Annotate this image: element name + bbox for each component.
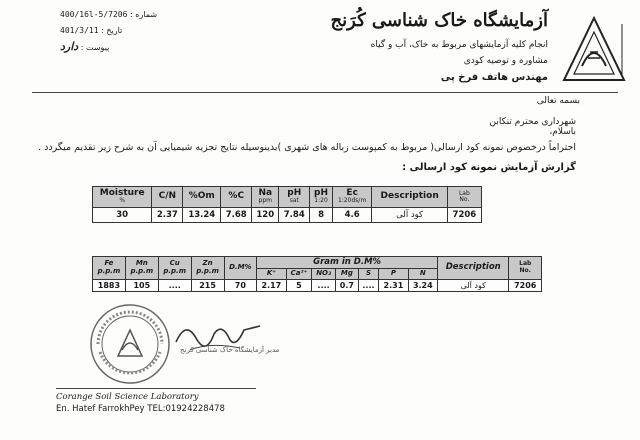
cell-c: 7.68 xyxy=(221,207,252,222)
lab-consulting: مشاوره و توصیه کودی xyxy=(463,56,548,66)
cell-dm: 70 xyxy=(224,280,257,292)
header-dm: D.M% xyxy=(224,257,257,280)
cell-zn: 215 xyxy=(191,280,224,292)
header-p: P xyxy=(379,269,408,280)
cell-ec: 4.6 xyxy=(332,207,372,222)
recipient: شهرداری محترم تنکابن xyxy=(489,117,576,127)
letter-date: تاریخ : 401/3/11 xyxy=(60,26,123,35)
lab-services: انجام کلیه آزمایشهای مربوط به خاک، آب و گیاه xyxy=(370,40,548,50)
cell-description: کود آلی xyxy=(438,280,509,292)
header-mg: Mg xyxy=(335,269,358,280)
cell-fe: 1883 xyxy=(93,280,126,292)
report-title: گزارش آزمایش نمونه کود ارسالی : xyxy=(402,162,576,173)
header-zn: Zn p.p.m xyxy=(191,257,224,280)
header-fe: Fe p.p.m xyxy=(93,257,126,280)
cell-cn: 2.37 xyxy=(152,207,183,222)
cell-na: 120 xyxy=(252,207,279,222)
header-ph-120: pH 1:20 xyxy=(310,187,333,208)
header-description: Description xyxy=(438,257,509,280)
cell-k: 2.17 xyxy=(257,280,286,292)
bismillah: بسمه تعالی xyxy=(536,96,580,106)
header-no3: NO₃ xyxy=(312,269,336,280)
header-n: N xyxy=(408,269,437,280)
lab-logo-icon xyxy=(560,14,630,84)
header-s: S xyxy=(358,269,378,280)
header-ca: Ca²⁺ xyxy=(286,269,312,280)
letter-attachment: پیوست : دارد xyxy=(60,40,110,53)
header-na: Na ppm xyxy=(252,187,279,208)
cell-p: 2.31 xyxy=(379,280,408,292)
cell-mn: 105 xyxy=(125,280,158,292)
lab-title: آزمایشگاه خاک شناسی کُرَنج xyxy=(330,10,548,31)
letter-number: شماره : 400/16l-5/7206 xyxy=(60,10,158,19)
header-ph-sat: pH sat xyxy=(279,187,310,208)
header-om: %Om xyxy=(183,187,221,208)
signature-icon xyxy=(170,312,270,362)
header-mn: Mn p.p.m xyxy=(125,257,158,280)
cell-s: .... xyxy=(358,280,378,292)
compost-analysis-table xyxy=(92,186,482,223)
cell-ca: 5 xyxy=(286,280,312,292)
cell-moisture: 30 xyxy=(93,207,152,222)
cell-om: 13.24 xyxy=(183,207,221,222)
cell-ph-120: 8 xyxy=(310,207,333,222)
table-header-row xyxy=(93,257,542,269)
cell-ph-sat: 7.84 xyxy=(279,207,310,222)
footer-contact: En. Hatef FarrokhPey TEL:01924228478 xyxy=(56,404,225,414)
letter-body: احتراماً درخصوص نمونه کود ارسالی( مربوط به کمپوست زباله های شهری )بدینوسیله نتایج تجزیه شیمیایی آن به شرح زیر تقدیم میگردد . xyxy=(38,142,576,153)
header-cn: C/N xyxy=(152,187,183,208)
cell-lab-no: 7206 xyxy=(447,207,481,222)
header-cu: Cu p.p.m xyxy=(158,257,191,280)
stamp-caption: مدیر آزمایشگاه خاک شناسی کرنج xyxy=(180,346,280,354)
footer-divider xyxy=(56,388,256,389)
table-row xyxy=(93,207,482,222)
cell-mg: 0.7 xyxy=(335,280,358,292)
nutrient-analysis-table xyxy=(92,256,542,292)
footer-lab-name: Corange Soil Science Laboratory xyxy=(56,392,199,402)
header-divider xyxy=(32,92,618,93)
header-description: Description xyxy=(372,187,447,208)
greeting: باسلام، xyxy=(549,127,576,137)
cell-lab-no: 7206 xyxy=(509,280,542,292)
header-lab-no: Lab No. xyxy=(509,257,542,280)
header-k: K⁺ xyxy=(257,269,286,280)
table-header-row xyxy=(93,187,482,208)
lab-stamp-icon xyxy=(88,302,172,386)
header-lab-no: Lab No. xyxy=(447,187,481,208)
cell-cu: .... xyxy=(158,280,191,292)
header-c: %C xyxy=(221,187,252,208)
cell-n: 3.24 xyxy=(408,280,437,292)
header-moisture: Moisture % xyxy=(93,187,152,208)
header-ec: Ec 1:20ds/m xyxy=(332,187,372,208)
cell-no3: .... xyxy=(312,280,336,292)
table-row xyxy=(93,280,542,292)
cell-description: کود آلی xyxy=(372,207,447,222)
header-gram-in-dm: Gram in D.M% xyxy=(257,257,438,269)
lab-engineer: مهندس هاتف فرخ پی xyxy=(440,72,548,83)
